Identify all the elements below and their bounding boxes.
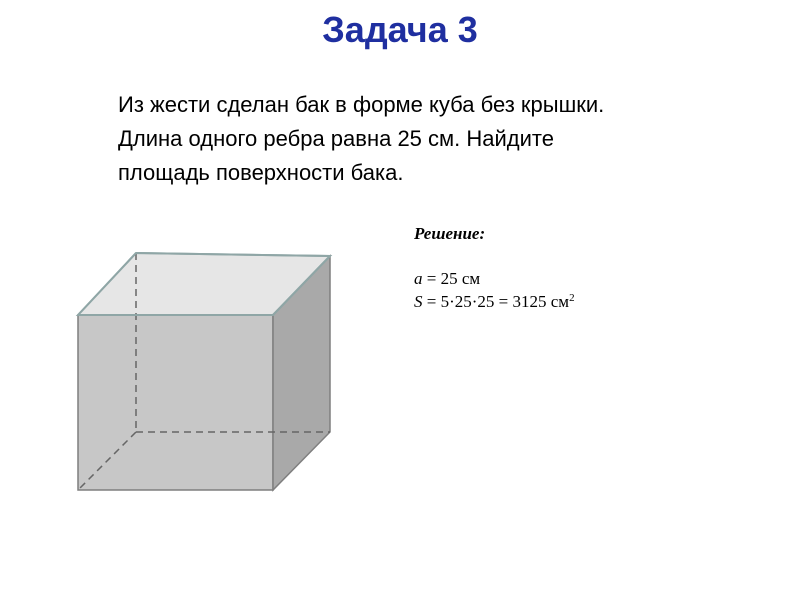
solution-heading: Решение: [414,224,486,243]
solution-block [414,222,575,313]
problem-line-1: Из жести сделан бак в форме куба без крышки. [118,92,605,117]
solution-line-s-value: = 5·25·25 = 3125 см [422,292,570,311]
solution-line-s [414,290,575,313]
variable-s: S [414,292,423,311]
solution-line-a [414,267,575,290]
problem-line-2: Длина одного ребра равна 25 см. Найдите [118,126,554,151]
cube-front-face [78,315,273,490]
squared-exponent: 2 [569,292,575,304]
solution-line-a-value: = 25 см [422,269,481,288]
variable-a: a [414,269,423,288]
problem-line-3: площадь поверхности бака. [118,160,404,185]
slide-title: Задача 3 [322,9,478,50]
